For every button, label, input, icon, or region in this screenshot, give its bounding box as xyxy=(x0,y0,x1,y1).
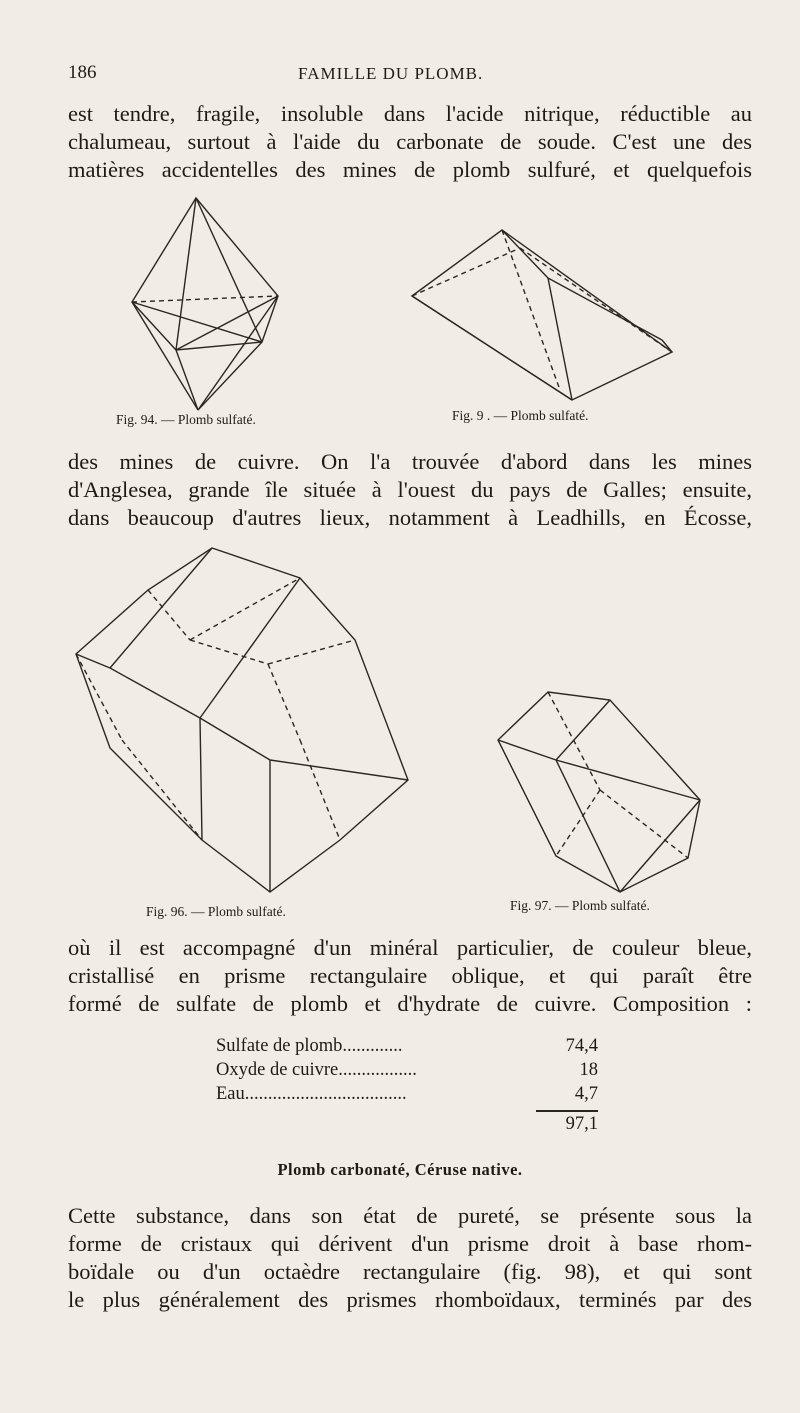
sum-rule xyxy=(536,1110,598,1112)
text-line: des mines de cuivre. On l'a trouvée d'abord dans les mines xyxy=(68,449,752,474)
running-title: FAMILLE DU PLOMB. xyxy=(298,64,484,83)
composition-value: 18 xyxy=(579,1060,598,1080)
text-line: est tendre, fragile, insoluble dans l'acide nitrique, réductible au xyxy=(68,101,752,126)
text-line: cristallisé en prisme rectangulaire oblique, et qui paraît être xyxy=(68,963,752,988)
text-line: matières accidentelles des mines de plomb sulfuré, et quelquefois xyxy=(68,157,752,182)
composition-label: Eau................................... xyxy=(216,1084,407,1104)
page-number: 186 xyxy=(68,62,97,83)
composition-total: 97,1 xyxy=(565,1114,598,1134)
section-heading: Plomb carbonaté, Céruse native. xyxy=(277,1160,523,1179)
composition-value: 4,7 xyxy=(574,1084,598,1104)
text-line: formé de sulfate de plomb et d'hydrate de cuivre. Composition : xyxy=(68,991,752,1016)
text-line: le plus généralement des prismes rhomboïdaux, terminés par des xyxy=(68,1287,752,1312)
text-line: Cette substance, dans son état de pureté, se présente sous la xyxy=(68,1203,752,1228)
composition-label: Sulfate de plomb............. xyxy=(216,1036,403,1056)
figure-caption: Fig. 96. — Plomb sulfaté. xyxy=(146,904,286,919)
text-line: forme de cristaux qui dérivent d'un prisme droit à base rhom- xyxy=(68,1231,752,1256)
figure-caption: Fig. 9 . — Plomb sulfaté. xyxy=(452,408,589,423)
composition-label: Oxyde de cuivre................. xyxy=(216,1060,417,1080)
text-line: où il est accompagné d'un minéral particulier, de couleur bleue, xyxy=(68,935,752,960)
text-line: boïdale ou d'un octaèdre rectangulaire (fig. 98), et qui sont xyxy=(68,1259,752,1284)
composition-value: 74,4 xyxy=(565,1036,598,1056)
text-line: d'Anglesea, grande île située à l'ouest du pays de Galles; ensuite, xyxy=(68,477,752,502)
figure-caption: Fig. 94. — Plomb sulfaté. xyxy=(116,412,256,427)
text-line: chalumeau, surtout à l'aide du carbonate de soude. C'est une des xyxy=(68,129,752,154)
figure-caption: Fig. 97. — Plomb sulfaté. xyxy=(510,898,650,913)
text-line: dans beaucoup d'autres lieux, notamment à Leadhills, en Écosse, xyxy=(68,505,752,530)
